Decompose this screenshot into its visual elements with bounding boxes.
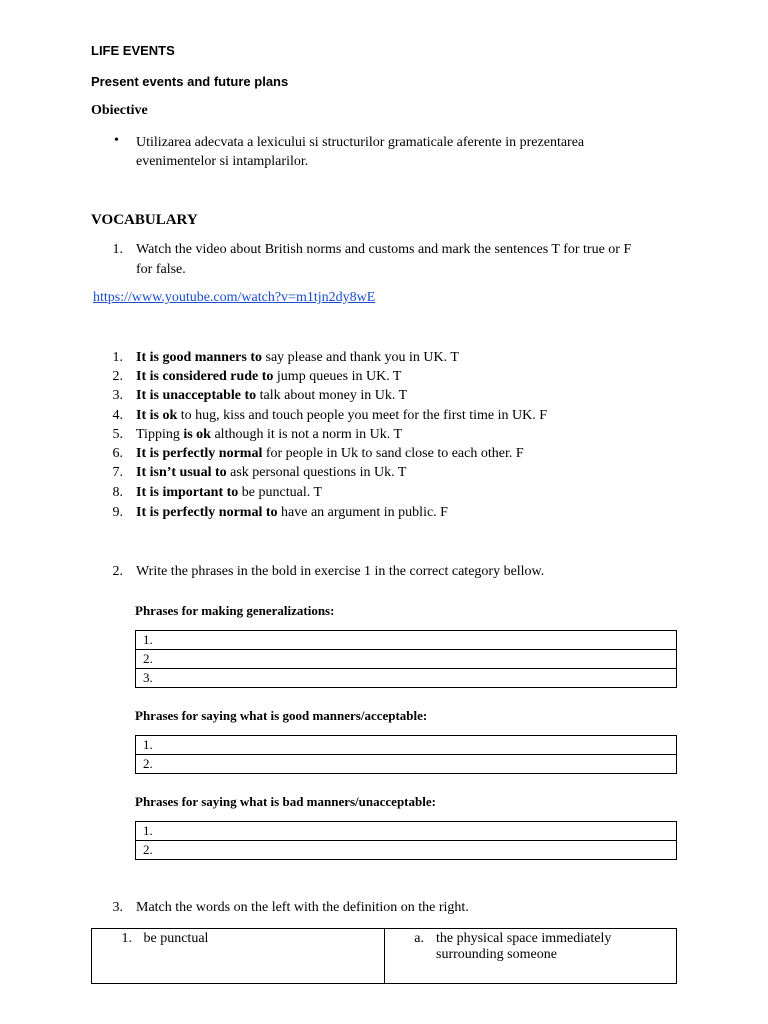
exercise-2-number: 2. <box>112 564 123 579</box>
matching-table <box>91 928 677 984</box>
sentence-number: 7. <box>112 465 123 480</box>
sentence-number: 8. <box>112 485 123 500</box>
sentence-prefix: Tipping <box>136 427 184 442</box>
sentence-number: 1. <box>112 350 123 365</box>
sentence-rest: ask personal questions in Uk. T <box>226 465 407 480</box>
exercise-3-number: 3. <box>112 900 123 915</box>
sentence-rest: be punctual. T <box>238 485 323 500</box>
sentence-item <box>136 446 524 462</box>
category-bad-heading: Phrases for saying what is bad manners/unacceptable: <box>135 794 436 809</box>
objective-bullet-line2: evenimentelor si intamplarilor. <box>136 154 309 169</box>
sentence-rest: although it is not a norm in Uk. T <box>210 427 403 442</box>
sentence-rest: have an argument in public. F <box>277 505 448 520</box>
sentence-item <box>136 408 547 424</box>
category-generalizations-heading: Phrases for making generalizations: <box>135 603 335 618</box>
sentence-bold-phrase: It is good manners to <box>136 350 263 365</box>
sentence-item <box>136 427 402 443</box>
sentence-number: 9. <box>112 505 123 520</box>
sentence-number: 5. <box>112 427 123 442</box>
answer-row[interactable]: 1. <box>136 631 677 650</box>
sentence-item <box>136 388 407 404</box>
exercise-3-instruction: Match the words on the left with the definition on the right. <box>136 900 469 915</box>
sentence-item <box>136 369 402 385</box>
category-good-heading: Phrases for saying what is good manners/acceptable: <box>135 708 428 723</box>
objective-bullet-line1: Utilizarea adecvata a lexicului si structurilor gramaticale aferente in prezentarea <box>136 135 585 150</box>
sentence-bold-phrase: It is perfectly normal <box>136 446 263 461</box>
matching-left-number: 1. <box>121 931 132 946</box>
sentence-bold-phrase: is ok <box>183 427 211 442</box>
matching-left-cell <box>92 929 385 984</box>
answer-row[interactable]: 3. <box>136 669 677 688</box>
sentence-item <box>136 350 459 366</box>
sentence-bold-phrase: It is important to <box>136 485 239 500</box>
sentence-item <box>136 465 406 481</box>
document-title: LIFE EVENTS <box>91 43 175 58</box>
sentence-number: 6. <box>112 446 123 461</box>
answer-row[interactable]: 2. <box>136 841 677 860</box>
sentence-item <box>136 485 322 501</box>
matching-right-cell <box>385 929 677 984</box>
answer-row[interactable]: 1. <box>136 736 677 755</box>
document-subtitle: Present events and future plans <box>91 74 289 89</box>
objective-heading: Obiective <box>91 103 148 118</box>
video-link[interactable]: https://www.youtube.com/watch?v=m1tjn2dy8wE <box>93 290 376 305</box>
exercise-2-instruction: Write the phrases in the bold in exercise 1 in the correct category bellow. <box>136 564 545 579</box>
exercise-1-number: 1. <box>112 242 123 257</box>
sentence-rest: to hug, kiss and touch people you meet for the first time in UK. F <box>177 408 548 423</box>
sentence-rest: for people in Uk to sand close to each other. F <box>262 446 524 461</box>
generalizations-table <box>135 630 677 688</box>
good-manners-table <box>135 735 677 774</box>
exercise-1-instruction-line2: for false. <box>136 262 186 277</box>
bullet-icon: • <box>114 133 119 148</box>
answer-row[interactable]: 2. <box>136 650 677 669</box>
vocabulary-heading: VOCABULARY <box>91 212 198 228</box>
answer-row[interactable]: 2. <box>136 755 677 774</box>
sentence-rest: jump queues in UK. T <box>273 369 402 384</box>
sentence-number: 3. <box>112 388 123 403</box>
sentence-bold-phrase: It is unacceptable to <box>136 388 257 403</box>
answer-row[interactable]: 1. <box>136 822 677 841</box>
matching-left-word: be punctual <box>143 931 209 946</box>
matching-right-definition-line2: surrounding someone <box>436 947 557 962</box>
matching-right-letter: a. <box>414 931 424 946</box>
exercise-1-instruction-line1: Watch the video about British norms and customs and mark the sentences T for true or F <box>136 242 632 257</box>
bad-manners-table <box>135 821 677 860</box>
sentence-bold-phrase: It is considered rude to <box>136 369 274 384</box>
matching-right-definition-line1: the physical space immediately <box>436 931 612 946</box>
sentence-number: 4. <box>112 408 123 423</box>
sentence-bold-phrase: It is ok <box>136 408 178 423</box>
sentence-bold-phrase: It isn’t usual to <box>136 465 227 480</box>
sentence-bold-phrase: It is perfectly normal to <box>136 505 278 520</box>
sentence-number: 2. <box>112 369 123 384</box>
sentence-item <box>136 505 448 521</box>
sentence-rest: talk about money in Uk. T <box>256 388 408 403</box>
sentence-rest: say please and thank you in UK. T <box>262 350 459 365</box>
